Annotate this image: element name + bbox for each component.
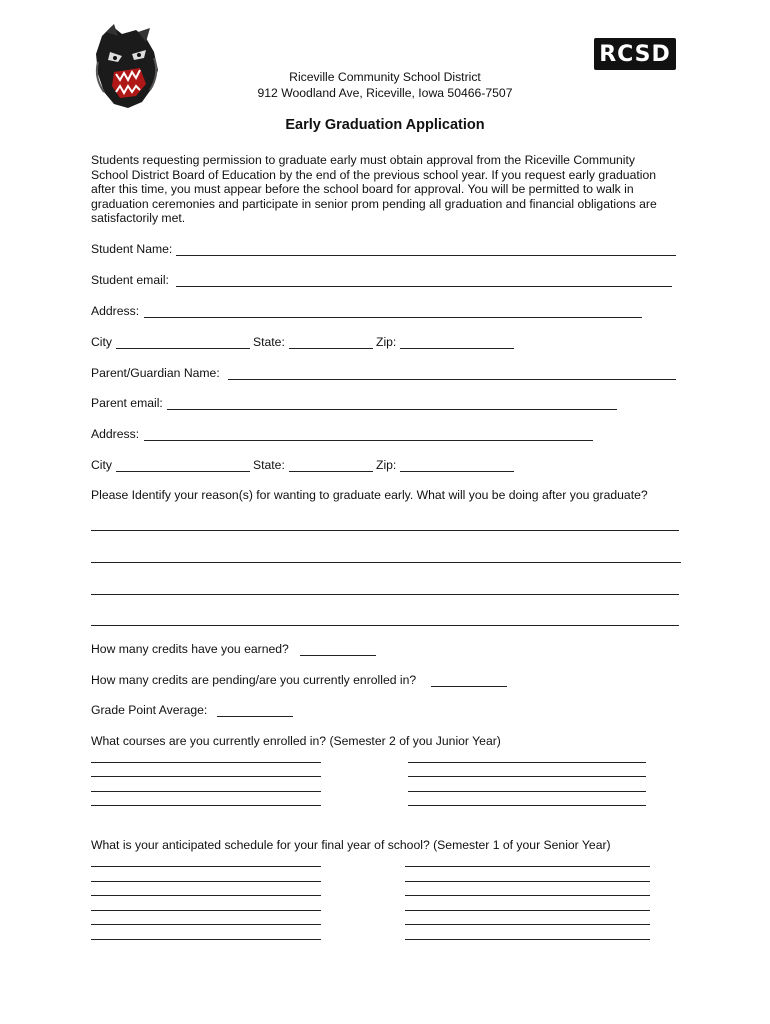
student-address-label: Address: <box>91 304 140 318</box>
parent-zip-field[interactable] <box>400 471 514 472</box>
parent-address-field[interactable] <box>144 440 593 441</box>
intro-line: Students requesting permission to graduate early must obtain approval from the Riceville Community <box>91 153 635 167</box>
student-email-field[interactable] <box>176 286 672 287</box>
reason-answer-line[interactable] <box>91 625 679 626</box>
reason-answer-line[interactable] <box>91 594 679 595</box>
current-courses-question: What courses are you currently enrolled in? (Semester 2 of you Junior Year) <box>91 734 501 748</box>
current-course-line[interactable] <box>408 805 646 806</box>
student-zip-label: Zip: <box>376 335 397 349</box>
current-course-line[interactable] <box>91 776 321 777</box>
rcsd-logo <box>594 38 676 70</box>
schedule-line[interactable] <box>405 924 650 925</box>
reason-answer-line[interactable] <box>91 562 681 563</box>
credits-earned-field[interactable] <box>300 655 376 656</box>
student-zip-field[interactable] <box>400 348 514 349</box>
rcsd-logo-text: RCSD <box>599 41 671 67</box>
student-state-field[interactable] <box>289 348 373 349</box>
schedule-line[interactable] <box>91 910 321 911</box>
intro-line: School District Board of Education by the end of the previous school year. If you request early graduation <box>91 167 657 182</box>
credits-pending-label: How many credits are pending/are you currently enrolled in? <box>91 673 417 687</box>
current-course-line[interactable] <box>91 762 321 763</box>
student-name-label: Student Name: <box>91 242 173 256</box>
student-city-field[interactable] <box>116 348 250 349</box>
current-course-line[interactable] <box>408 791 646 792</box>
gpa-label: Grade Point Average: <box>91 703 208 717</box>
schedule-line[interactable] <box>91 924 321 925</box>
parent-name-label: Parent/Guardian Name: <box>91 366 220 380</box>
intro-line: graduation ceremonies and participate in senior prom pending all graduation and financial obligations are <box>91 196 657 211</box>
student-email-label: Student email: <box>91 273 169 287</box>
intro-paragraph <box>91 153 677 226</box>
current-course-line[interactable] <box>408 762 646 763</box>
current-course-line[interactable] <box>408 776 646 777</box>
schedule-question: What is your anticipated schedule for your final year of school? (Semester 1 of your Senior Year) <box>91 838 611 852</box>
intro-line: after this time, you must appear before the school board for approval. You will be permitted to walk in <box>91 182 634 197</box>
parent-zip-label: Zip: <box>376 458 397 472</box>
parent-email-field[interactable] <box>167 409 617 410</box>
intro-line: satisfactorily met. <box>91 211 186 226</box>
reason-question: Please Identify your reason(s) for wanting to graduate early. What will you be doing after you graduate? <box>91 488 648 502</box>
student-name-field[interactable] <box>176 255 676 256</box>
district-name: Riceville Community School District <box>289 70 481 84</box>
page-title: Early Graduation Application <box>285 117 485 133</box>
schedule-line[interactable] <box>405 939 650 940</box>
schedule-line[interactable] <box>405 895 650 896</box>
parent-address-label: Address: <box>91 427 140 441</box>
gpa-field[interactable] <box>217 716 293 717</box>
credits-pending-field[interactable] <box>431 686 507 687</box>
schedule-line[interactable] <box>91 939 321 940</box>
parent-state-label: State: <box>253 458 285 472</box>
parent-email-label: Parent email: <box>91 396 163 410</box>
district-address: 912 Woodland Ave, Riceville, Iowa 50466-7507 <box>257 86 513 100</box>
schedule-line[interactable] <box>405 910 650 911</box>
schedule-line[interactable] <box>91 866 321 867</box>
schedule-line[interactable] <box>91 881 321 882</box>
schedule-line[interactable] <box>405 866 650 867</box>
parent-name-field[interactable] <box>228 379 676 380</box>
student-address-field[interactable] <box>144 317 642 318</box>
credits-earned-label: How many credits have you earned? <box>91 642 289 656</box>
parent-state-field[interactable] <box>289 471 373 472</box>
student-state-label: State: <box>253 335 285 349</box>
schedule-line[interactable] <box>91 895 321 896</box>
parent-city-field[interactable] <box>116 471 250 472</box>
schedule-line[interactable] <box>405 881 650 882</box>
parent-city-label: City <box>91 458 112 472</box>
current-course-line[interactable] <box>91 805 321 806</box>
student-city-label: City <box>91 335 112 349</box>
reason-answer-line[interactable] <box>91 530 679 531</box>
current-course-line[interactable] <box>91 791 321 792</box>
